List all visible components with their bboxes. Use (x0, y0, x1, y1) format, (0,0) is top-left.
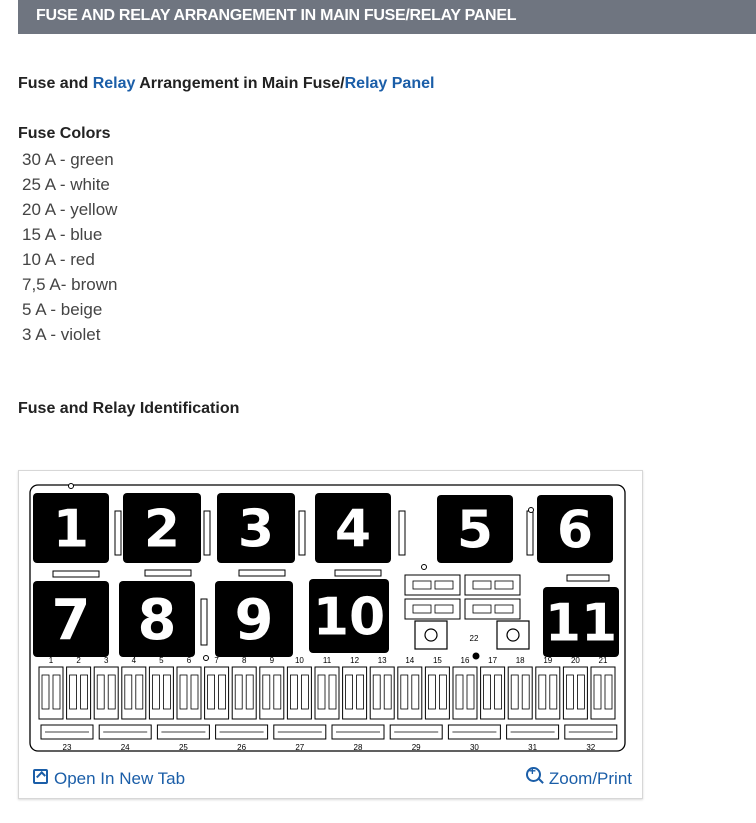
fuse-number: 19 (543, 656, 553, 665)
identification-title: Fuse and Relay Identification (18, 400, 240, 417)
open-in-new-tab-button[interactable] (33, 769, 185, 789)
fuse-number: 7 (214, 656, 219, 665)
list-item: 7,5 A- brown (22, 275, 118, 294)
list-item: 25 A - white (22, 175, 110, 194)
label-slot (335, 570, 381, 576)
connector-number: 30 (469, 743, 479, 752)
connector-number: 23 (62, 743, 72, 752)
magnifier-plus-icon (526, 767, 541, 782)
separator-bar (299, 511, 305, 555)
center-terminal (473, 653, 480, 660)
separator-bar (201, 599, 207, 645)
fuse-number: 18 (515, 656, 525, 665)
relay-number: 11 (544, 593, 618, 654)
small-hole (422, 565, 427, 570)
relay-number: 4 (334, 499, 372, 560)
label-slot (239, 570, 285, 576)
relay-number: 1 (52, 499, 90, 560)
relay-number: 10 (312, 587, 386, 648)
fuse-number: 1 (48, 656, 54, 665)
heading-text-2: Arrangement in Main Fuse/ (135, 75, 345, 92)
fuse-colors-title: Fuse Colors (18, 125, 111, 142)
terminal-bolt (507, 629, 519, 641)
fuse-number: 8 (241, 656, 247, 665)
label-slot (145, 570, 191, 576)
relay-number: 8 (137, 588, 177, 654)
list-item: 20 A - yellow (22, 200, 118, 219)
fuse-number: 4 (131, 656, 137, 665)
list-item: 15 A - blue (22, 225, 103, 244)
fuse-number: 5 (159, 656, 164, 665)
fuse-number: 3 (103, 656, 109, 665)
connector-number: 24 (120, 743, 130, 752)
fuse-number: 11 (322, 656, 332, 665)
separator-bar (115, 511, 121, 555)
page-heading (18, 75, 434, 93)
label-slot (567, 575, 609, 581)
fuse-number: 9 (269, 656, 275, 665)
fuse-number: 12 (350, 656, 360, 665)
fuse-number: 17 (488, 656, 498, 665)
relay-number: 9 (234, 588, 274, 654)
fuse-number: 10 (294, 656, 304, 665)
list-item: 10 A - red (22, 250, 95, 269)
relay-number: 7 (51, 588, 91, 654)
separator-bar (399, 511, 405, 555)
fuse-number: 21 (598, 656, 608, 665)
zoom-print-button[interactable] (526, 769, 632, 789)
list-item: 30 A - green (22, 150, 114, 169)
connector-number: 26 (237, 743, 247, 752)
terminal-label: 22 (469, 634, 479, 643)
fuse-number: 6 (186, 656, 192, 665)
relay-panel-link[interactable]: Relay Panel (344, 75, 435, 92)
panel-hole (69, 484, 74, 489)
small-hole (204, 656, 209, 661)
relay-number: 5 (456, 500, 494, 561)
fuse-number: 20 (570, 656, 580, 665)
relay-number: 3 (237, 499, 275, 560)
fuse-number: 16 (460, 656, 470, 665)
heading-text-1: Fuse and (18, 75, 93, 92)
external-open-icon (33, 769, 48, 784)
connector-number: 27 (295, 743, 305, 752)
fuse-number: 13 (377, 656, 387, 665)
terminal-bolt (425, 629, 437, 641)
separator-bar (527, 511, 533, 555)
separator-bar (204, 511, 210, 555)
connector-number: 29 (411, 743, 421, 752)
connector-number: 28 (353, 743, 363, 752)
section-header-title: FUSE AND RELAY ARRANGEMENT IN MAIN FUSE/RELAY PANEL (36, 7, 517, 24)
connector-number: 31 (528, 743, 538, 752)
label-slot (53, 571, 99, 577)
fuse-color-list (22, 150, 117, 350)
list-item: 3 A - violet (22, 325, 101, 344)
zoom-print-label: Zoom/Print (548, 769, 632, 788)
open-in-new-tab-label: Open In New Tab (54, 769, 186, 788)
relay-number: 2 (143, 499, 181, 560)
fuse-number: 14 (405, 656, 415, 665)
list-item: 5 A - beige (22, 300, 103, 319)
fuse-number: 15 (432, 656, 442, 665)
relay-link[interactable]: Relay (92, 75, 136, 92)
figure-toolbar (19, 761, 642, 797)
fuse-number: 2 (76, 656, 81, 665)
connector-number: 32 (586, 743, 596, 752)
connector-number: 25 (178, 743, 188, 752)
section-header-bar (18, 0, 756, 34)
small-hole (529, 508, 534, 513)
fuse-relay-diagram (19, 471, 642, 761)
fuse-relay-diagram-figure[interactable] (18, 470, 643, 799)
relay-number: 6 (556, 500, 594, 561)
